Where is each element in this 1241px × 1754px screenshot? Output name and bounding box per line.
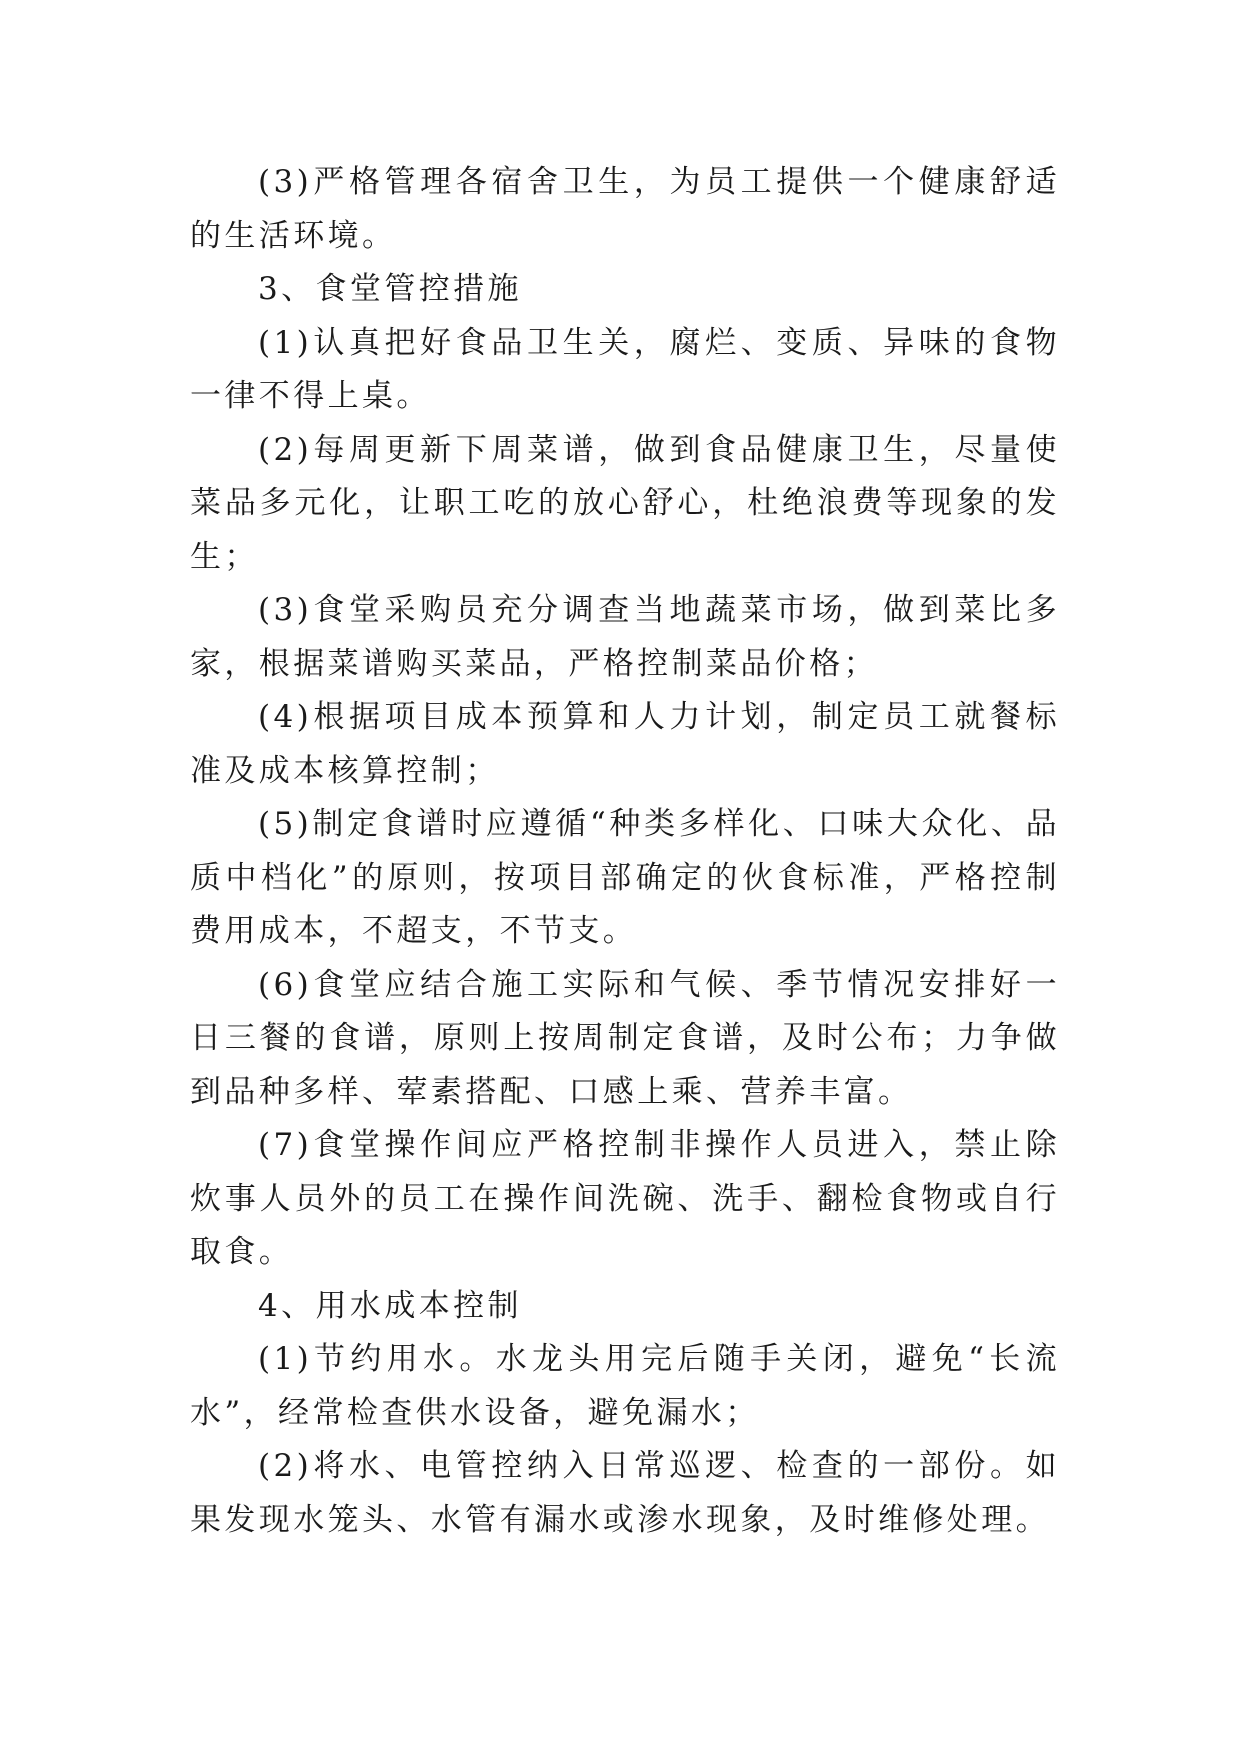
document-body (190, 156, 1060, 1547)
section-heading-canteen-control: 3、食堂管控措施 (258, 271, 522, 307)
paragraph-save-water: (1)节约用水。水龙头用完后随手关闭，避免“长流水”，经常检查供水设备，避免漏水； (190, 1341, 1060, 1431)
paragraph-weekly-menu: (2)每周更新下周菜谱，做到食品健康卫生，尽量使菜品多元化，让职工吃的放心舒心，杜绝浪费等现象的发生； (190, 431, 1060, 575)
paragraph-three-meals: (6)食堂应结合施工实际和气候、季节情况安排好一日三餐的食谱，原则上按周制定食谱，及时公布；力争做到品种多样、荤素搭配、口感上乘、营养丰富。 (190, 966, 1060, 1110)
paragraph-leak-inspection: (2)将水、电管控纳入日常巡逻、检查的一部份。如果发现水笼头、水管有漏水或渗水现象，及时维修处理。 (190, 1448, 1060, 1538)
paragraph-food-hygiene: (1)认真把好食品卫生关，腐烂、变质、异味的食物一律不得上桌。 (190, 324, 1060, 414)
section-heading-water-cost: 4、用水成本控制 (258, 1287, 522, 1324)
paragraph-dormitory-hygiene: (3)严格管理各宿舍卫生，为员工提供一个健康舒适的生活环境。 (190, 164, 1060, 254)
paragraph-menu-principles: (5)制定食谱时应遵循“种类多样化、口味大众化、品质中档化”的原则，按项目部确定的伙食标准，严格控制费用成本，不超支，不节支。 (190, 806, 1060, 949)
paragraph-kitchen-access: (7)食堂操作间应严格控制非操作人员进入，禁止除炊事人员外的员工在操作间洗碗、洗手、翻检食物或自行取食。 (190, 1127, 1060, 1270)
paragraph-dining-standard: (4)根据项目成本预算和人力计划，制定员工就餐标准及成本核算控制； (190, 699, 1060, 789)
paragraph-purchasing: (3)食堂采购员充分调查当地蔬菜市场，做到菜比多家，根据菜谱购买菜品，严格控制菜品价格； (190, 592, 1060, 682)
